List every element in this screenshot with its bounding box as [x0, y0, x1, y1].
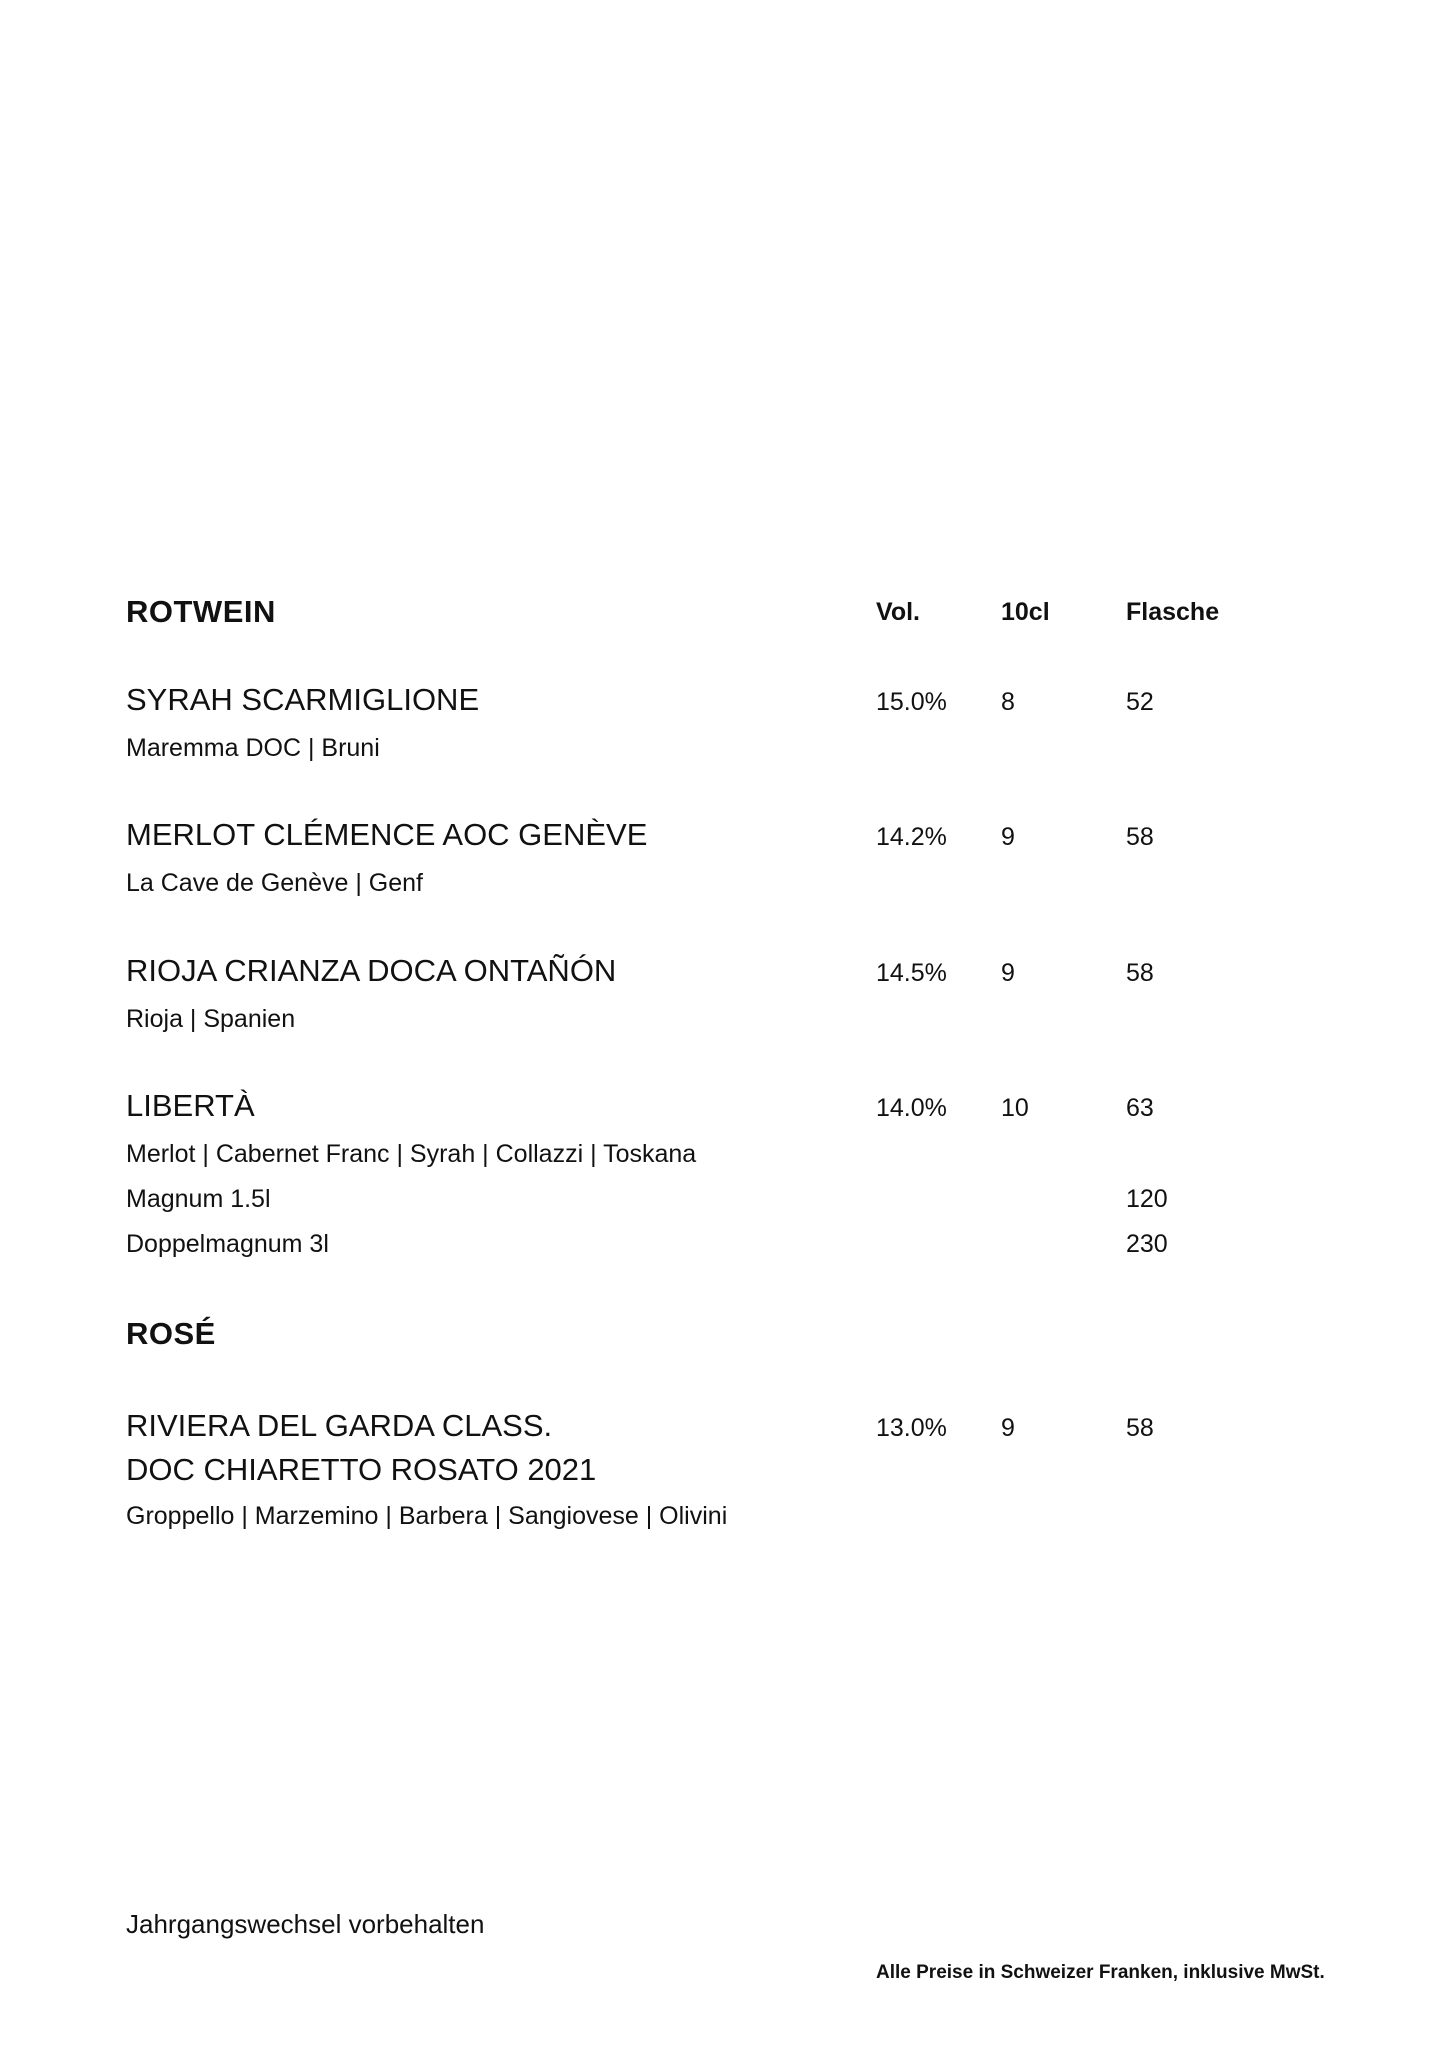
column-header-10cl: 10cl	[1001, 598, 1050, 626]
wine-bottle-price: 52	[1126, 688, 1154, 716]
wine-name: LIBERTÀ	[126, 1088, 255, 1123]
wine-name-line1: RIVIERA DEL GARDA CLASS.	[126, 1408, 553, 1443]
wine-vol: 14.2%	[876, 823, 947, 851]
wine-description: La Cave de Genève | Genf	[126, 869, 423, 897]
wine-bottle-price: 58	[1126, 959, 1154, 987]
wine-glass-price: 9	[1001, 959, 1015, 987]
wine-bottle-price: 58	[1126, 1414, 1154, 1442]
wine-name: MERLOT CLÉMENCE AOC GENÈVE	[126, 817, 648, 852]
wine-name: RIOJA CRIANZA DOCA ONTAÑÓN	[126, 953, 617, 988]
wine-glass-price: 9	[1001, 823, 1015, 851]
column-header-vol: Vol.	[876, 598, 920, 626]
vintage-note: Jahrgangswechsel vorbehalten	[126, 1909, 485, 1939]
format-price: 120	[1126, 1185, 1168, 1213]
wine-bottle-price: 58	[1126, 823, 1154, 851]
wine-glass-price: 8	[1001, 688, 1015, 716]
wine-vol: 15.0%	[876, 688, 947, 716]
price-note: Alle Preise in Schweizer Franken, inklusive MwSt.	[876, 1962, 1325, 1983]
wine-vol: 14.0%	[876, 1094, 947, 1122]
format-price: 230	[1126, 1230, 1168, 1258]
wine-vol: 14.5%	[876, 959, 947, 987]
wine-vol: 13.0%	[876, 1414, 947, 1442]
wine-bottle-price: 63	[1126, 1094, 1154, 1122]
format-label: Doppelmagnum 3l	[126, 1230, 329, 1258]
wine-description: Maremma DOC | Bruni	[126, 734, 380, 762]
wine-glass-price: 9	[1001, 1414, 1015, 1442]
wine-name-line2: DOC CHIARETTO ROSATO 2021	[126, 1452, 597, 1487]
wine-description: Merlot | Cabernet Franc | Syrah | Collazzi | Toskana	[126, 1140, 697, 1168]
section-title-rotwein: ROTWEIN	[126, 594, 276, 629]
wine-description: Groppello | Marzemino | Barbera | Sangiovese | Olivini	[126, 1502, 728, 1530]
wine-glass-price: 10	[1001, 1094, 1029, 1122]
format-label: Magnum 1.5l	[126, 1185, 271, 1213]
wine-description: Rioja | Spanien	[126, 1005, 296, 1033]
section-title-rose: ROSÉ	[126, 1316, 216, 1351]
wine-name: SYRAH SCARMIGLIONE	[126, 682, 480, 717]
column-header-flasche: Flasche	[1126, 598, 1220, 626]
